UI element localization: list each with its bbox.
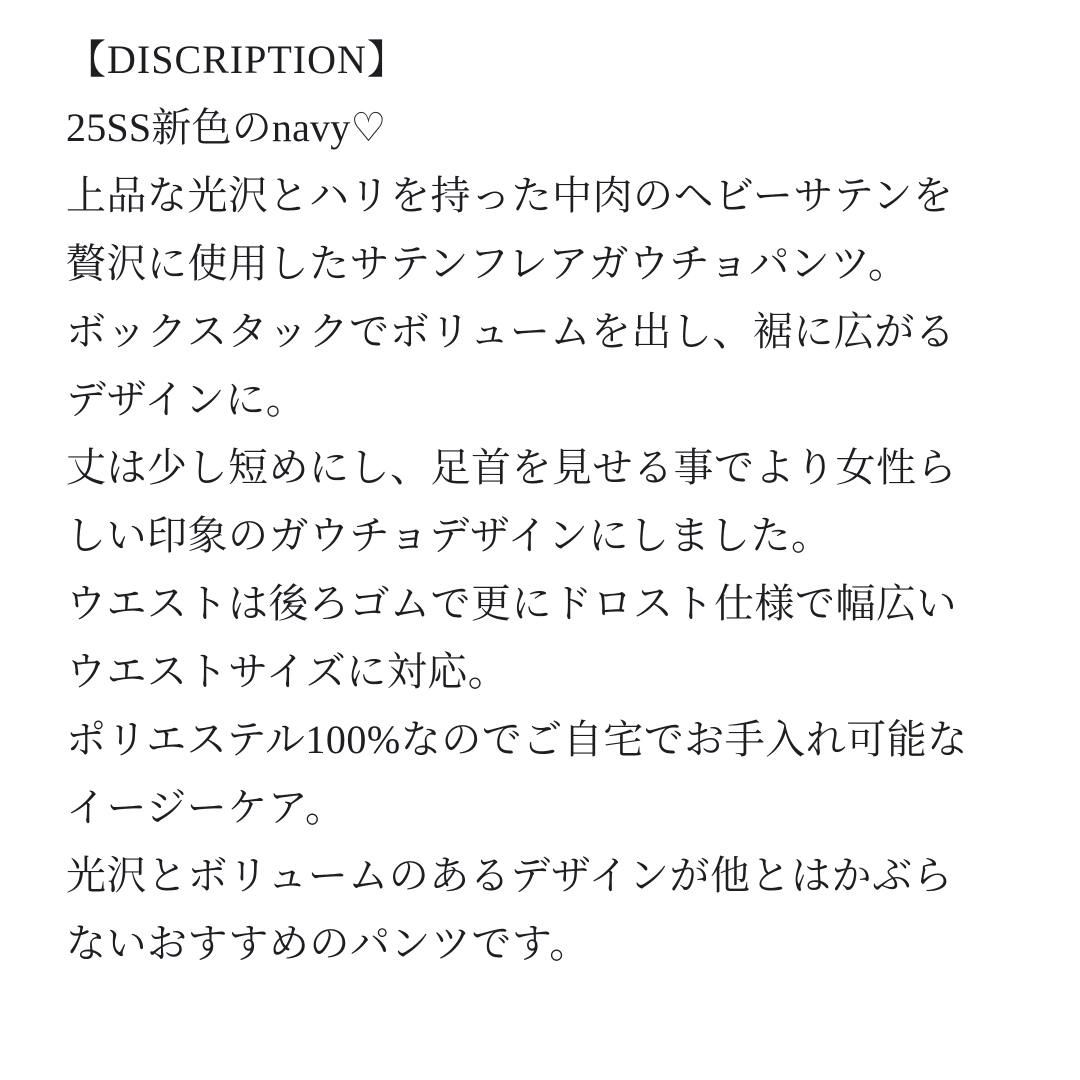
description-line: ボックスタックでボリュームを出し、裾に広がる — [66, 309, 956, 354]
description-line: ウエストサイズに対応。 — [66, 649, 509, 694]
description-line: 贅沢に使用したサテンフレアガウチョパンツ。 — [66, 241, 909, 286]
description-line: イージーケア。 — [66, 785, 346, 830]
description-line: 光沢とボリュームのあるデザインが他とはかぶら — [66, 853, 953, 898]
description-line: 25SS新色のnavy♡ — [66, 105, 387, 150]
description-line: しい印象のガウチョデザインにしました。 — [66, 513, 832, 558]
description-line: ウエストは後ろゴムで更にドロスト仕様で幅広い — [66, 581, 957, 626]
description-heading: 【DISCRIPTION】 — [66, 37, 408, 82]
description-line: 上品な光沢とハリを持った中肉のヘビーサテンを — [66, 173, 954, 218]
description-line: ポリエステル100%なのでご自宅でお手入れ可能な — [66, 717, 968, 762]
description-block — [66, 26, 1008, 978]
description-line: デザインに。 — [66, 377, 307, 422]
description-line: 丈は少し短めにし、足首を見せる事でより女性ら — [66, 445, 957, 490]
description-line: ないおすすめのパンツです。 — [66, 921, 590, 966]
